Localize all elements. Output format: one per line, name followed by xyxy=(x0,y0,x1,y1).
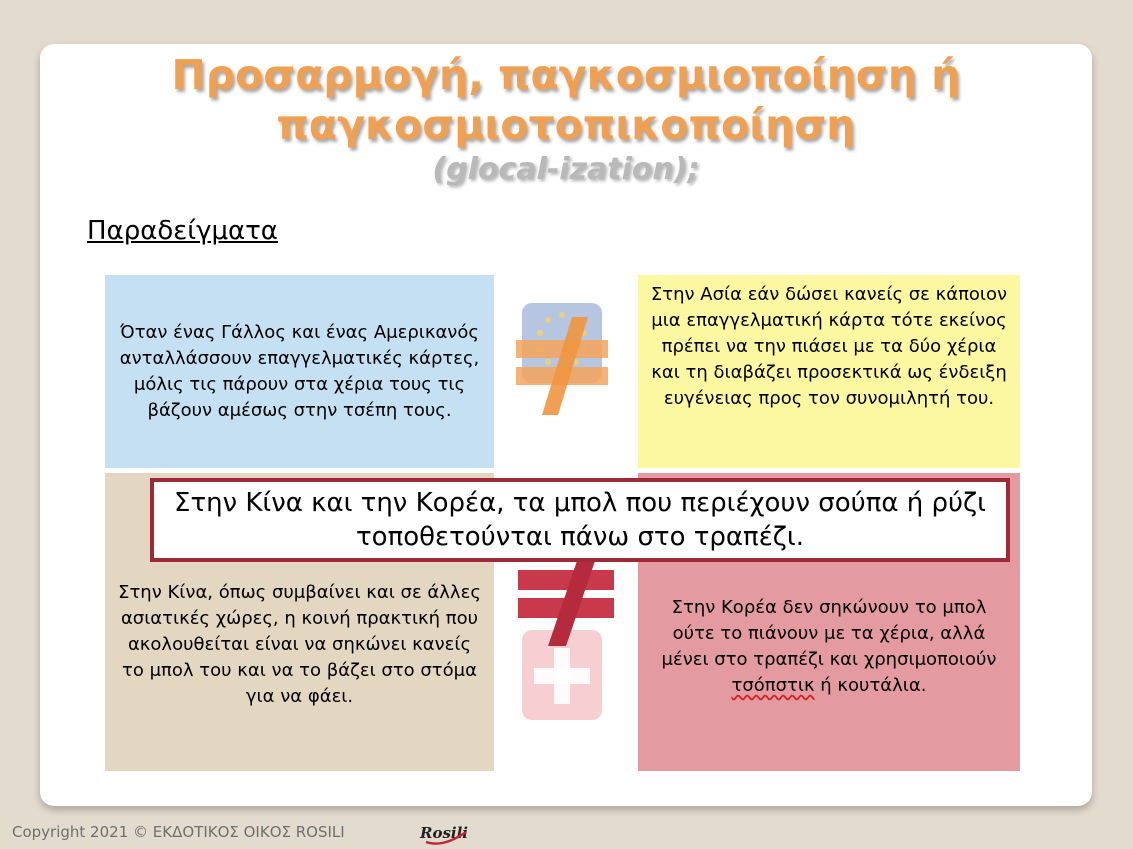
slide-title xyxy=(40,50,1092,150)
svg-text:Rosili: Rosili xyxy=(420,824,468,842)
box-bottom-right-text-start: Στην Κορέα δεν σηκώνουν το μπολ ούτε το πιάνουν με τα χέρια, αλλά μένει στο τραπέζι και χρησιμοποιούν xyxy=(661,597,997,670)
box-bottom-left-text: Στην Κίνα, όπως συμβαίνει και σε άλλες ασιατικές χώρες, η κοινή πρακτική που ακολουθείται είναι να σηκώνει κανείς το μπολ του και να το βάζει στο στόμα για να φάει. xyxy=(118,582,481,707)
copyright-footer: Copyright 2021 © ΕΚΔΟΤΙΚΟΣ ΟΙΚΟΣ ROSILI xyxy=(12,823,345,841)
box-bottom-right-text-end: ή κουτάλια. xyxy=(814,675,927,696)
misspelled-word: τσόπστικ xyxy=(731,675,815,696)
callout-box: Στην Κίνα και την Κορέα, τα μπολ που περιέχουν σούπα ή ρύζι τοποθετούνται πάνω στο τραπέζι. xyxy=(150,478,1010,562)
rosili-logo xyxy=(418,818,468,848)
box-top-left xyxy=(105,275,494,468)
box-top-left-text: Όταν ένας Γάλλος και ένας Αμερικανός ανταλλάσσουν επαγγελματικές κάρτες, μόλις τις πάρουν στα χέρια τους τις βάζουν αμέσως στην τσέπη τους. xyxy=(119,321,480,421)
box-top-right-text: Στην Ασία εάν δώσει κανείς σε κάποιον μια επαγγελματική κάρτα τότε εκείνος πρέπει να την πιάσει με τα δύο χέρια και τη διαβάζει προσεκτικά ως ένδειξη ευγένειας προς τον συνομιλητή του. xyxy=(650,284,1008,409)
box-top-right xyxy=(638,275,1020,468)
title-line-1: Προσαρμογή, παγκοσμιοποίηση ή xyxy=(171,51,961,99)
title-line-2: παγκοσμιοτοπικοποίηση xyxy=(276,101,856,149)
section-heading: Παραδείγματα xyxy=(87,216,278,246)
box-bottom-right-text xyxy=(650,595,1008,699)
not-equal-eu-icon xyxy=(510,295,620,425)
slide-subtitle: (glocal-ization); xyxy=(432,152,700,187)
